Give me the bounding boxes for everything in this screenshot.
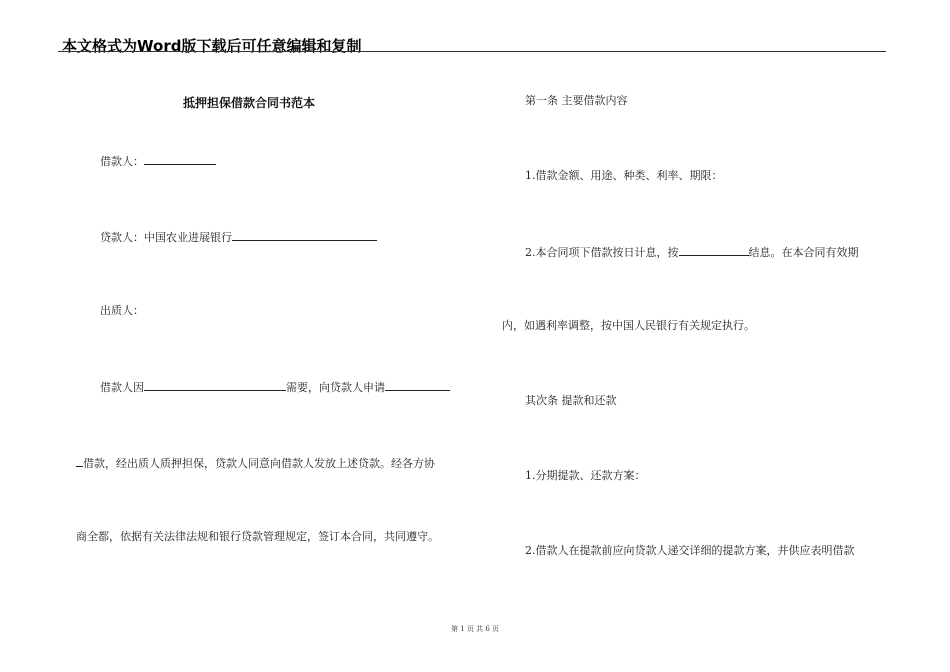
item-2-text-a: 2.本合同项下借款按日计息，按 (525, 246, 679, 259)
item-2-text-b: 结息。在本合同有效期 (748, 246, 859, 259)
item-2-continuation: 内，如遇利率调整，按中国人民银行有关规定执行。 (502, 319, 755, 332)
interest-settlement-blank (679, 244, 749, 256)
pledgor-line (100, 304, 144, 318)
paragraph-line-1 (100, 379, 450, 395)
amount-blank (385, 379, 450, 391)
article-1-heading: 第一条 主要借款内容 (525, 94, 628, 107)
item-4: 2.借款人在提款前应向贷款人递交详细的提款方案，并供应表明借款 (525, 544, 855, 557)
lender-label: 贷款人：中国农业进展银行 (100, 231, 232, 244)
borrower-line (100, 153, 216, 169)
paragraph-line-3 (76, 530, 439, 544)
item-3: 1.分期提款、还款方案： (525, 469, 646, 482)
amount-blank-cont (76, 455, 83, 467)
para3-text: 商全都，依据有关法律法规和银行贷款管理规定，签订本合同，共同遵守。 (76, 530, 439, 543)
para1-text-b: 需要，向贷款人申请 (286, 381, 385, 394)
item-1: 1.借款金额、用途、种类、利率、期限： (525, 169, 723, 182)
header-title: 本文格式为Word版下载后可任意编辑和复制 (62, 37, 362, 55)
para1-text-a: 借款人因 (100, 381, 144, 394)
item-2-line (525, 244, 859, 260)
paragraph-line-2 (76, 455, 435, 471)
pledgor-label: 出质人： (100, 304, 144, 317)
lender-line (100, 229, 377, 245)
document-title: 抵押担保借款合同书范本 (183, 96, 316, 110)
para2-text: 借款，经出质人质押担保，贷款人同意向借款人发放上述贷款。经各方协 (83, 457, 435, 470)
lender-blank (232, 229, 377, 241)
article-2-heading: 其次条 提款和还款 (525, 394, 617, 407)
purpose-blank (144, 379, 286, 391)
borrower-label: 借款人： (100, 155, 144, 168)
header-divider (58, 51, 886, 52)
page-number: 第 1 页 共 6 页 (450, 625, 500, 633)
borrower-blank (144, 153, 216, 165)
